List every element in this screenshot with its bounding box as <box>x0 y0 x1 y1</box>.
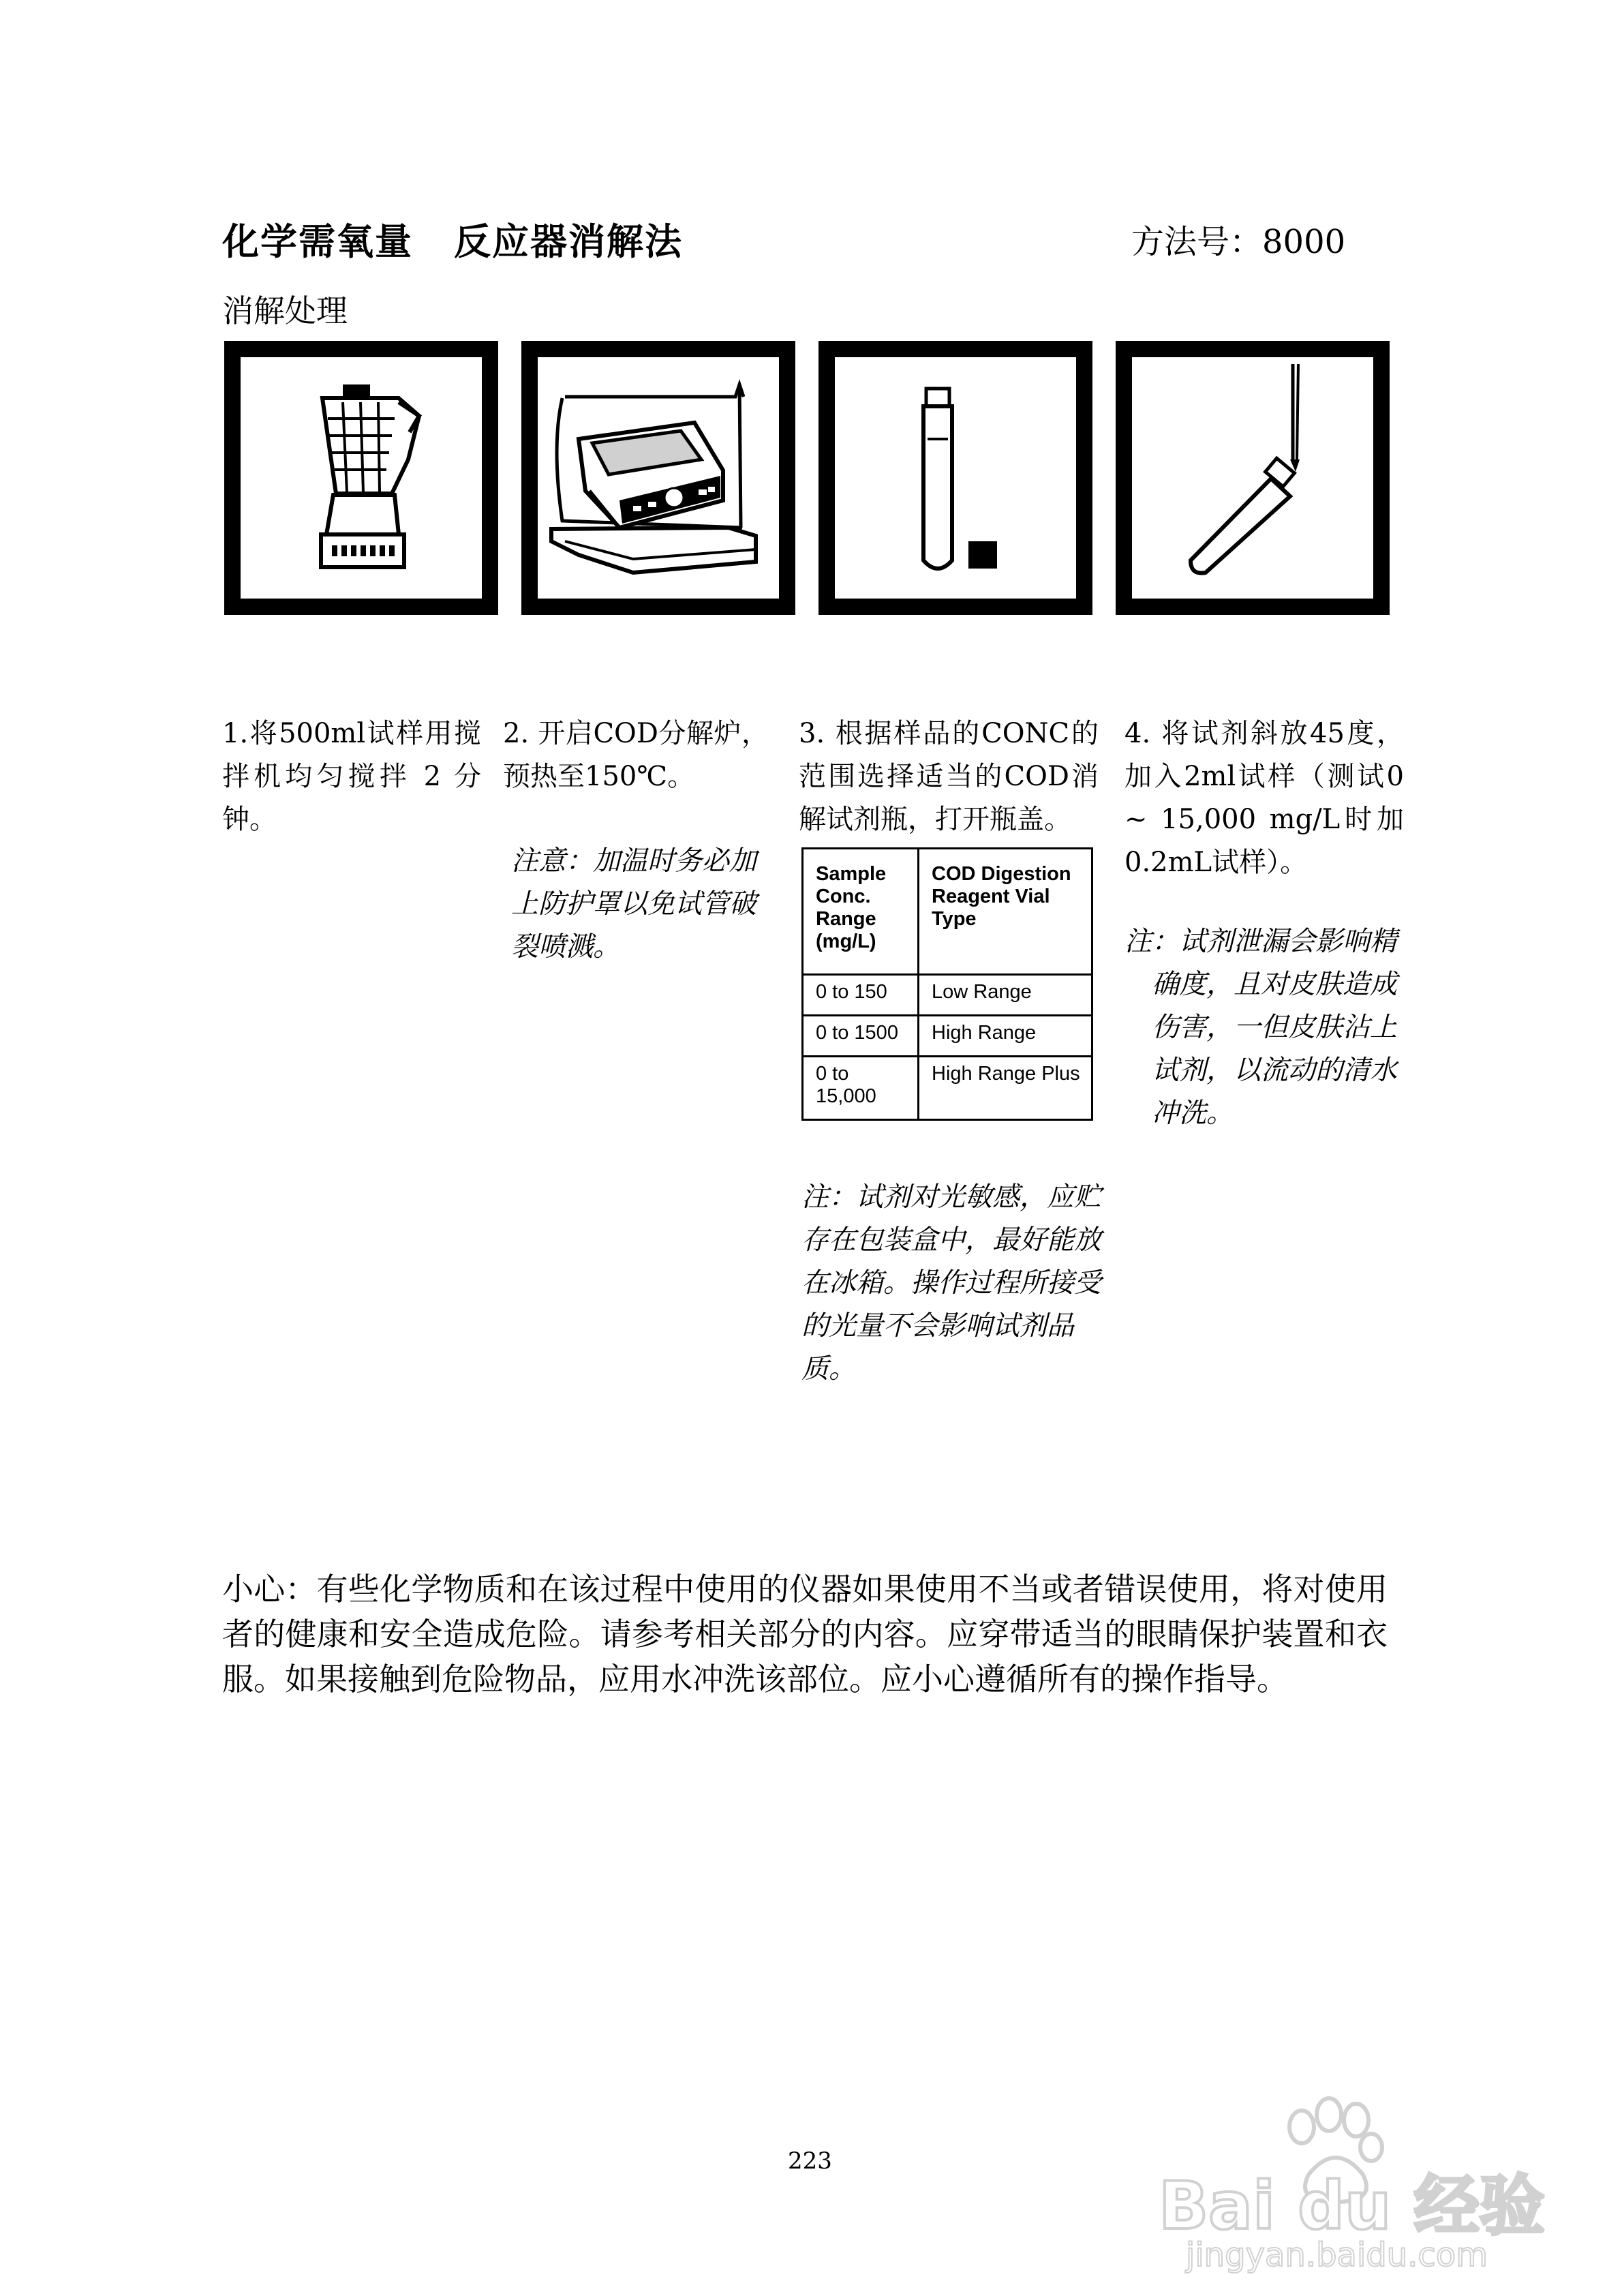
figure-vial <box>818 341 1092 615</box>
table-header-row <box>803 849 1092 975</box>
table-row <box>803 1057 1092 1120</box>
table-row <box>803 975 1092 1016</box>
figure-reactor <box>521 341 795 615</box>
table-cell: High Range <box>919 1016 1092 1057</box>
method-number: 方法号：8000 <box>1131 223 1346 261</box>
step-2-note: 注意：加温时务必加上防护罩以免试管破裂喷溅。 <box>511 845 756 963</box>
table-row <box>803 1016 1092 1057</box>
figure-blender <box>224 341 498 615</box>
table-cell: Low Range <box>919 975 1092 1016</box>
caution-paragraph: 小心：有些化学物质和在该过程中使用的仪器如果使用不当或者错误使用，将对使用者的健康和安全造成危险。请参考相关部分的内容。应穿带适当的眼睛保护装置和衣服。如果接触到危险物品，应用水冲洗该部位。应小心遵循所有的操作指导。 <box>222 1571 1388 1697</box>
title-part1: 化学需氧量 <box>222 220 413 263</box>
figure-tilted-vial <box>1116 341 1390 615</box>
table-header-cell: Sample Conc. Range (mg/L) <box>803 849 919 975</box>
table-cell: 0 to 1500 <box>803 1016 919 1057</box>
page-number: 223 <box>788 2147 832 2175</box>
title-part2: 反应器消解法 <box>454 220 683 263</box>
vial-icon <box>835 357 1076 599</box>
step-2-text: 2. 开启COD分解炉，预热至150℃。 <box>503 718 769 792</box>
table-header-cell: COD Digestion Reagent Vial Type <box>919 849 1092 975</box>
step-4-note: 注：试剂泄漏会影响精确度，且对皮肤造成伤害，一但皮肤沾上试剂，以流动的清水冲洗。 <box>1124 926 1397 1129</box>
table-cell: High Range Plus <box>919 1057 1092 1120</box>
reagent-vial-table <box>801 847 1093 1121</box>
step-4-text: 4. 将试剂斜放45度，加入2ml试样（测试0 ~ 15,000 mg/L时加0.2mL试样）。 <box>1124 718 1404 878</box>
step-1-text: 1.将500ml试样用搅拌机均匀搅拌 2 分钟。 <box>222 718 481 835</box>
blender-icon <box>241 357 482 599</box>
watermark-brand: Bai du 经验 <box>1159 2168 1545 2244</box>
table-cell: 0 to 150 <box>803 975 919 1016</box>
watermark-url: jingyan.baidu.com <box>1186 2236 1488 2274</box>
section-title: 消解处理 <box>222 292 348 329</box>
baidu-watermark <box>1159 2072 1595 2277</box>
tilted-vial-pipette-icon <box>1132 357 1373 599</box>
page-title <box>222 213 683 265</box>
table-cell: 0 to 15,000 <box>803 1057 919 1120</box>
step-3-note: 注：试剂对光敏感，应贮存在包装盒中，最好能放在冰箱。操作过程所接受的光量不会影响试剂品质。 <box>801 1181 1101 1385</box>
step-3-text: 3. 根据样品的CONC的范围选择适当的COD消解试剂瓶，打开瓶盖。 <box>799 718 1099 835</box>
reactor-icon <box>538 357 779 599</box>
